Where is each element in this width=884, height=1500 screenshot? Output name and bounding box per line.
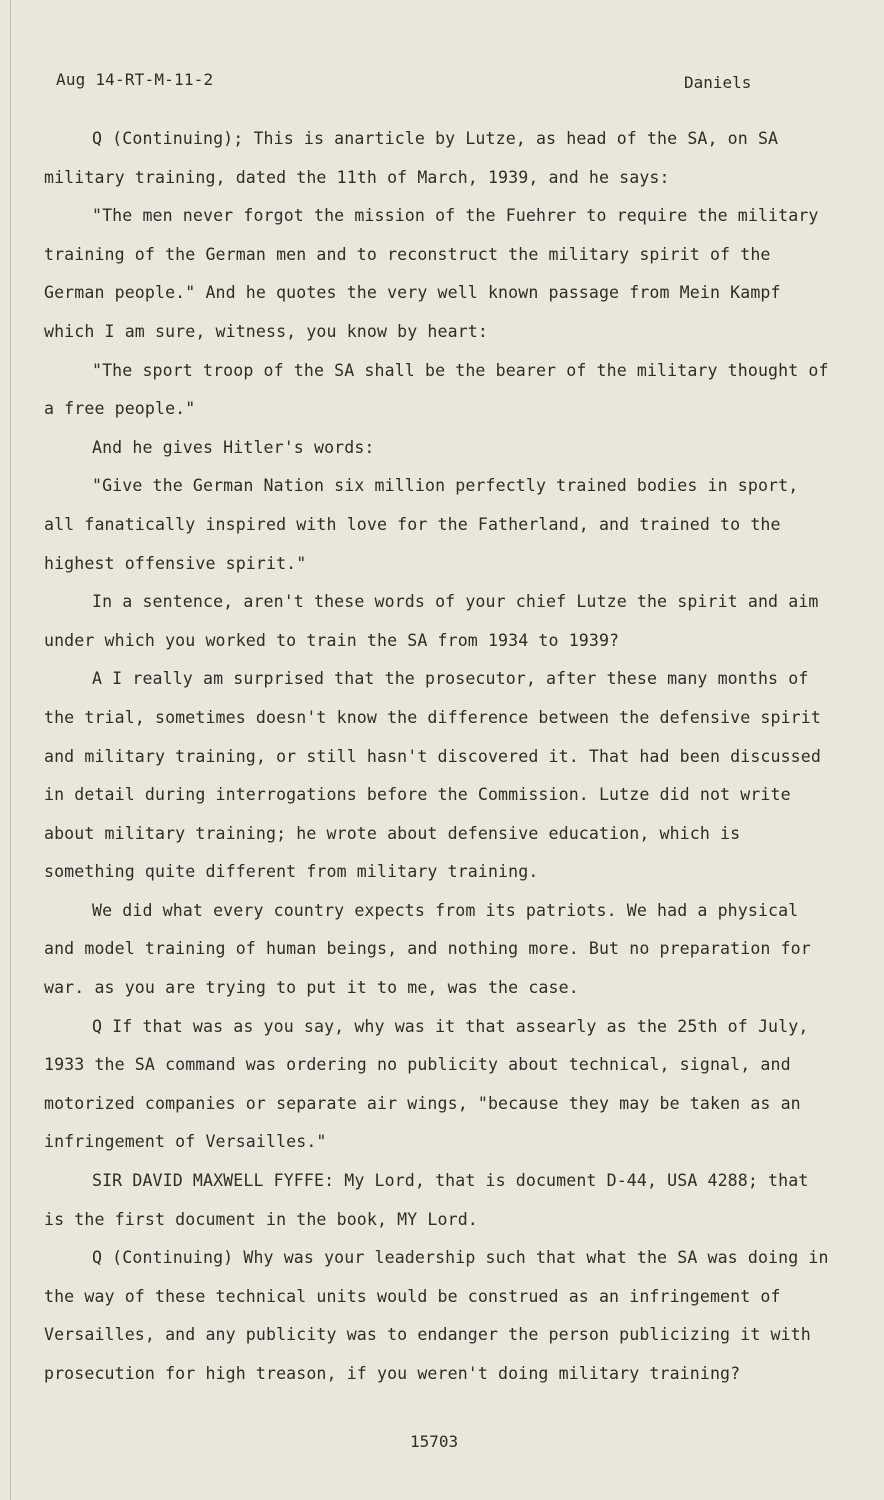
document-reference: Aug 14-RT-M-11-2 (56, 70, 214, 89)
speaker-name: Daniels (684, 73, 752, 92)
page-number: 15703 (410, 1432, 459, 1451)
quote-mission: "The men never forgot the mission of the Fuehrer to require the military training of the German men and to reconstruct the military spirit of the German people." And he quotes the very well known passage from Mein Kampf which I am sure, witness, you know by heart: (44, 206, 819, 341)
answer-defensive-spirit: A I really am surprised that the prosecutor, after these many months of the trial, sometimes doesn't know the difference between the defensive spirit and military training, or still hasn't discovered it. That had been discussed in detail during interrogations before the Commission. Lutze did not write about military training; he wrote about defensive education, which is something quite different from military training. (44, 669, 821, 882)
quote-german-nation: "Give the German Nation six million perfectly trained bodies in sport, all fanatically inspired with love for the Fatherland, and trained to the highest offensive spirit." (44, 476, 799, 573)
answer-patriots: We did what every country expects from its patriots. We had a physical and model training of human beings, and nothing more. But no preparation for war. as you are trying to put it to me, was the case. (44, 900, 811, 998)
question-publicity-order: Q If that was as you say, why was it that assearly as the 25th of July, 1933 the SA command was ordering no publicity about technical, signal, and motorized companies or separate air wings, "because they may be taken as an infringement of Versailles." (44, 1016, 809, 1152)
quote-sport-troop: "The sport troop of the SA shall be the bearer of the military thought of a free people." (44, 360, 829, 419)
question-spirit-and-aim: In a sentence, aren't these words of your chief Lutze the spirit and aim under which you worked to train the SA from 1934 to 1939? (44, 592, 819, 650)
question-leadership: Q (Continuing) Why was your leadership such that what the SA was doing in the way of these technical units would be construed as an infringement of Versailles, and any publicity was to endanger the person publicizing it with prosecution for high treason, if you weren't doing military training? (44, 1248, 829, 1383)
paragraph-hitler-words: And he gives Hitler's words: (92, 437, 375, 457)
paragraph-q-continuing: Q (Continuing); This is anarticle by Lutze, as head of the SA, on SA military training, dated the 11th of March, 1939, and he says: (44, 129, 779, 187)
statement-document-reference: SIR DAVID MAXWELL FYFFE: My Lord, that is document D-44, USA 4288; that is the first document in the book, MY Lord. (44, 1171, 809, 1229)
transcript-body (44, 120, 834, 1394)
